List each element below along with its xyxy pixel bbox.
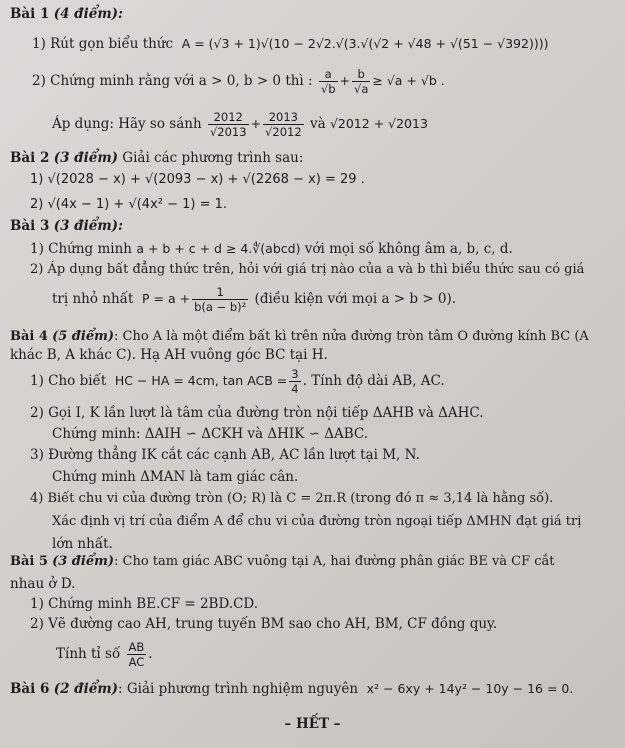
b1-heading [10, 6, 123, 23]
b6-title: Bài 6 [10, 681, 50, 697]
end-marker: – HẾT – [284, 716, 341, 732]
frac-den: √2013 [209, 125, 247, 139]
b5-q2: 2) Vẽ đường cao AH, trung tuyến BM sao cho AH, BM, CF đồng quy. [30, 616, 498, 632]
b3-q2-expr: P = a + [141, 291, 191, 306]
b1-q1-expr: A = (√3 + 1)√(10 − 2√2.√(3.√(√2 + √48 + √(51 − √392)))) [181, 36, 549, 51]
plus: + [250, 116, 262, 131]
b5-q2-dot: . [148, 646, 153, 662]
b2-intro: Giải các phương trình sau: [118, 150, 304, 166]
b4-q4-line3: lớn nhất. [52, 536, 113, 552]
frac-den: 4 [291, 382, 299, 396]
b4-q3-line1: 3) Đường thẳng IK cắt các cạnh AB, AC lần lượt tại M, N. [30, 447, 420, 463]
b5-points: (3 điểm) [52, 554, 114, 569]
b6-text: : Giải phương trình nghiệm nguyên [118, 681, 359, 697]
b3-points: (3 điểm): [53, 218, 123, 234]
b4-heading [10, 328, 589, 345]
b1-q2 [32, 66, 445, 96]
frac-den: b(a − b)² [194, 300, 247, 314]
b4-q3-line2: Chứng minh ΔMAN là tam giác cân. [52, 469, 299, 485]
b4-q1-tail: . Tính độ dài AB, AC. [302, 373, 445, 389]
b1-q2-text: 2) Chứng minh rằng với a > 0, b > 0 thì : [32, 73, 313, 89]
b5-q1: 1) Chứng minh BE.CF = 2BD.CD. [30, 596, 259, 612]
frac-num: 2012 [208, 110, 249, 125]
b4-intro1: : Cho A là một điểm bất kì trên nửa đường tròn tâm O đường kính BC (A [114, 329, 589, 344]
b5-q2-sub [56, 637, 153, 671]
b4-q1-expr: HC − HA = 4cm, tan ACB = [114, 373, 288, 388]
b5-intro2: nhau ở D. [10, 576, 76, 592]
b4-intro2: khác B, A khác C). Hạ AH vuông góc BC tại H. [10, 347, 328, 363]
b6-expr: x² − 6xy + 14y² − 10y − 16 = 0. [366, 681, 574, 696]
b5-heading [10, 553, 555, 570]
b4-q4-line1: 4) Biết chu vi của đường tròn (O; R) là C = 2π.R (trong đó π ≈ 3,14 là hằng số). [30, 491, 554, 506]
b4-title: Bài 4 [10, 329, 48, 344]
b3-title: Bài 3 [10, 218, 50, 234]
b1-q2-rhs: ≥ √a + √b . [372, 73, 445, 88]
frac-den: √a [354, 82, 369, 96]
frac-num: AB [128, 640, 145, 654]
b3-q2-frac [192, 285, 248, 314]
b2-points: (3 điểm) [53, 150, 118, 166]
b3-heading [10, 218, 123, 235]
frac-num: b [352, 67, 370, 82]
frac-num: 2013 [263, 110, 304, 125]
frac-den: AC [128, 655, 145, 669]
b4-q2-line2: Chứng minh: ΔAIH ∽ ΔCKH và ΔHIK ∽ ΔABC. [52, 426, 369, 442]
b1-title: Bài 1 [10, 6, 50, 22]
b4-q1-frac [289, 367, 300, 396]
b5-title: Bài 5 [10, 554, 48, 569]
b3-q2-tail: (điều kiện với mọi a > b > 0). [254, 291, 457, 307]
b1-app-text: Áp dụng: Hãy so sánh [52, 116, 202, 132]
b4-q4-line2: Xác định vị trí của điểm A để chu vi của đường tròn ngoại tiếp ΔMHN đạt giá trị [52, 514, 582, 529]
b1-app-frac2 [263, 110, 304, 139]
b2-heading [10, 150, 303, 167]
plus: + [339, 73, 351, 88]
b5-intro1: : Cho tam giác ABC vuông tại A, hai đường phân giác BE và CF cắt [114, 554, 555, 569]
b1-app-rhs: √2012 + √2013 [329, 116, 428, 131]
b3-q1-tail: với mọi số không âm a, b, c, d. [300, 241, 513, 257]
b1-app [52, 108, 428, 140]
frac-num: 1 [192, 285, 248, 300]
b5-q2-sub-text: Tính tỉ số [56, 646, 121, 662]
b3-q2-line2a: trị nhỏ nhất [52, 291, 134, 307]
b6-points: (2 điểm) [53, 681, 118, 697]
b1-q2-frac2 [352, 67, 370, 96]
b3-q2-line1: 2) Áp dụng bất đẳng thức trên, hỏi với giá trị nào của a và b thì biểu thức sau có giá [30, 262, 585, 277]
b3-q1-text: 1) Chứng minh [30, 241, 133, 257]
frac-den: √2012 [265, 125, 302, 139]
b2-q1: 1) √(2028 − x) + √(2093 − x) + √(2268 − x) = 29 . [30, 172, 365, 187]
and-word: và [309, 116, 326, 132]
b1-q1-text: 1) Rút gọn biểu thức [32, 36, 174, 52]
b4-q2-line1: 2) Gọi I, K lần lượt là tâm của đường tròn nội tiếp ΔAHB và ΔAHC. [30, 405, 484, 421]
b4-points: (5 điểm) [52, 329, 114, 344]
b3-q1-expr: a + b + c + d ≥ 4.∜(abcd) [136, 241, 301, 256]
b2-title: Bài 2 [10, 150, 50, 166]
b1-app-frac1 [208, 110, 249, 139]
b1-q1 [32, 35, 548, 53]
b2-q2: 2) √(4x − 1) + √(4x² − 1) = 1. [30, 197, 228, 212]
b3-q2-line2 [52, 283, 456, 315]
b6-line [10, 680, 573, 698]
b1-points: (4 điểm): [53, 6, 123, 22]
frac-num: 3 [291, 367, 299, 381]
b5-q2-frac [127, 640, 147, 669]
frac-num: a [319, 67, 338, 82]
b4-q1 [30, 365, 445, 397]
b4-q1-text: 1) Cho biết [30, 373, 107, 389]
b1-q2-frac1 [319, 67, 338, 96]
b3-q1 [30, 240, 513, 258]
frac-den: √b [320, 82, 336, 96]
